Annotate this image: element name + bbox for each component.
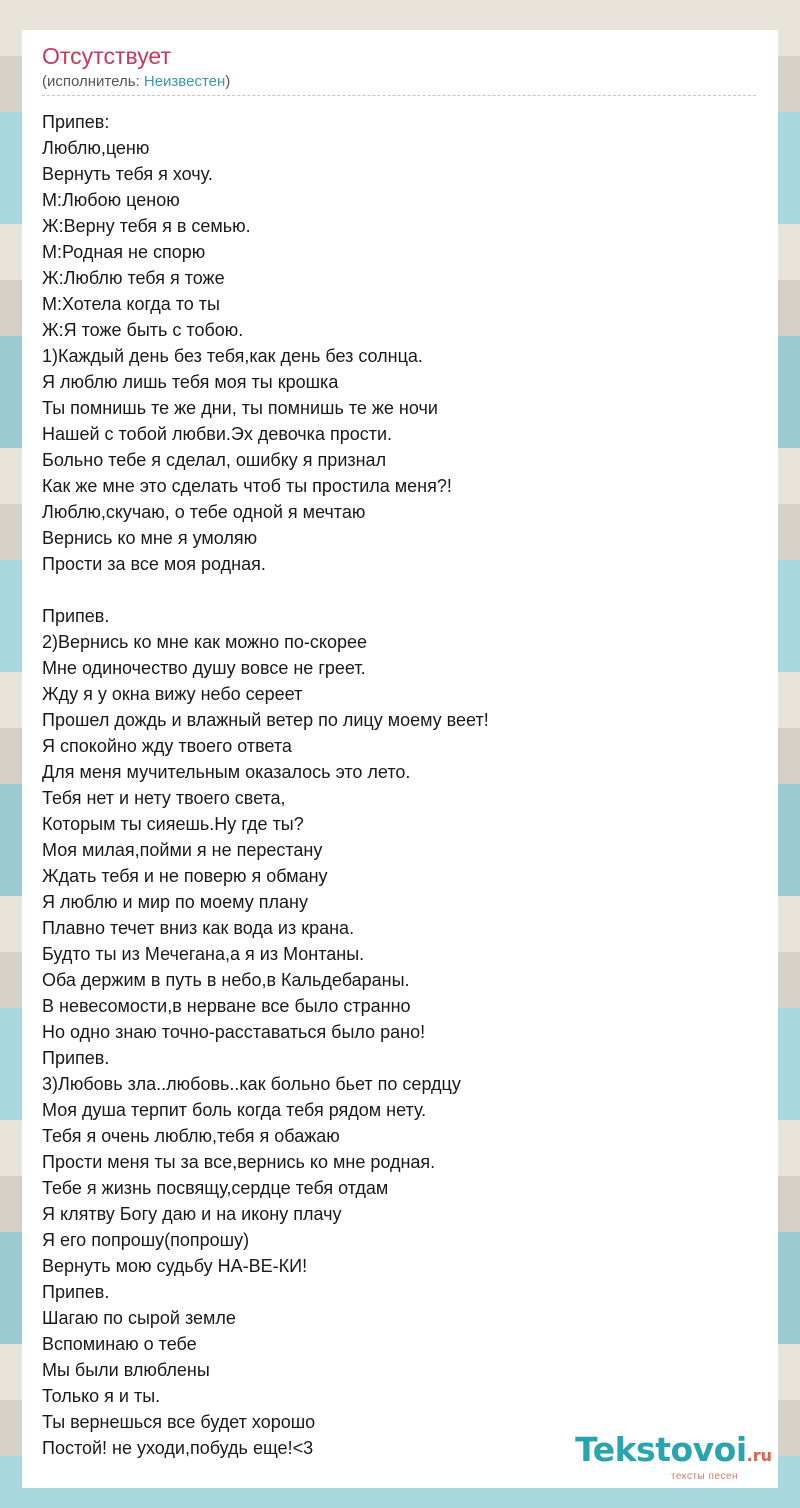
lyric-line: Тебе я жизнь посвящу,сердце тебя отдам xyxy=(42,1178,389,1198)
lyric-line: Тебя нет и нету твоего света, xyxy=(42,788,286,808)
lyric-line: Припев. xyxy=(42,1048,110,1068)
lyric-line: 3)Любовь зла..любовь..как больно бьет по сердцу xyxy=(42,1074,461,1094)
lyric-line: Ты помнишь те же дни, ты помнишь те же ночи xyxy=(42,398,438,418)
song-title: Отсутствует xyxy=(42,43,171,69)
lyric-line: Припев. xyxy=(42,606,110,626)
logo-tagline: тексты песен xyxy=(670,1471,738,1482)
lyric-line: Для меня мучительным оказалось это лето. xyxy=(42,762,411,782)
lyric-line: Но одно знаю точно-расставаться было рано! xyxy=(42,1022,426,1042)
lyric-line: М:Родная не спорю xyxy=(42,242,206,262)
lyric-line: Как же мне это сделать чтоб ты простила меня?! xyxy=(42,476,452,496)
lyric-line: Тебя я очень люблю,тебя я обажаю xyxy=(42,1126,340,1146)
site-logo[interactable] xyxy=(575,1432,772,1482)
lyric-line: Я люблю и мир по моему плану xyxy=(42,892,308,912)
lyric-line: Припев: xyxy=(42,112,110,132)
lyric-line: Мне одиночество душу вовсе не греет. xyxy=(42,658,366,678)
lyric-line: Ж:Верну тебя я в семью. xyxy=(42,216,251,236)
lyric-line: Моя милая,пойми я не перестану xyxy=(42,840,323,860)
lyric-line: Больно тебе я сделал, ошибку я признал xyxy=(42,450,387,470)
lyric-line: Которым ты сияешь.Ну где ты? xyxy=(42,814,304,834)
lyric-line: Ж:Я тоже быть с тобою. xyxy=(42,320,244,340)
lyric-line: Моя душа терпит боль когда тебя рядом нету. xyxy=(42,1100,427,1120)
lyric-line: Вернись ко мне я умоляю xyxy=(42,528,258,548)
lyric-line: Прошел дождь и влажный ветер по лицу моему веет! xyxy=(42,710,489,730)
lyric-line: Ж:Люблю тебя я тоже xyxy=(42,268,225,288)
lyric-line: Постой! не уходи,побудь еще!<3 xyxy=(42,1438,314,1458)
logo-wordmark xyxy=(575,1432,772,1474)
lyric-line: Будто ты из Мечегана,а я из Монтаны. xyxy=(42,944,365,964)
artist-suffix: ) xyxy=(225,73,231,90)
lyric-line: Только я и ты. xyxy=(42,1386,161,1406)
lyric-line: Вспоминаю о тебе xyxy=(42,1334,197,1354)
lyric-line: Я спокойно жду твоего ответа xyxy=(42,736,292,756)
lyric-line: Я клятву Богу даю и на икону плачу xyxy=(42,1204,342,1224)
lyric-line: Оба держим в путь в небо,в Кальдебараны. xyxy=(42,970,410,990)
lyric-line: Вернуть мою судьбу НА-ВЕ-КИ! xyxy=(42,1256,308,1276)
artist-prefix: (исполнитель: xyxy=(42,73,144,90)
artist-link[interactable]: Неизвестен xyxy=(143,73,226,90)
lyric-line: 1)Каждый день без тебя,как день без солнца. xyxy=(42,346,423,366)
lyric-line: Люблю,скучаю, о тебе одной я мечтаю xyxy=(42,502,366,522)
lyric-line: Плавно течет вниз как вода из крана. xyxy=(42,918,355,938)
lyric-line: Люблю,ценю xyxy=(42,138,150,158)
lyric-line: Вернуть тебя я хочу. xyxy=(42,164,213,184)
logo-name: Tekstovoi xyxy=(575,1430,747,1469)
lyric-line: Я его попрошу(попрошу) xyxy=(42,1230,250,1250)
lyric-line: Жду я у окна вижу небо сереет xyxy=(42,684,303,704)
lyric-line: М:Хотела когда то ты xyxy=(42,294,220,314)
lyric-line: Нашей с тобой любви.Эх девочка прости. xyxy=(42,424,393,444)
lyrics-card xyxy=(22,30,778,1488)
lyric-line: Ждать тебя и не поверю я обману xyxy=(42,866,328,886)
lyric-line: Прости за все моя родная. xyxy=(42,554,266,574)
lyric-line: Я люблю лишь тебя моя ты крошка xyxy=(42,372,339,392)
lyrics-text xyxy=(42,109,758,1461)
lyric-line: Ты вернешься все будет хорошо xyxy=(42,1412,316,1432)
lyric-line: Прости меня ты за все,вернись ко мне родная. xyxy=(42,1152,436,1172)
title-divider xyxy=(42,95,756,96)
artist-line xyxy=(42,72,758,92)
lyric-line: 2)Вернись ко мне как можно по-скорее xyxy=(42,632,368,652)
logo-tld: .ru xyxy=(746,1446,772,1465)
lyric-line: В невесомости,в нерване все было странно xyxy=(42,996,411,1016)
lyric-line xyxy=(42,577,758,603)
lyric-line: Шагаю по сырой земле xyxy=(42,1308,236,1328)
lyric-line: Мы были влюблены xyxy=(42,1360,210,1380)
lyric-line: М:Любою ценою xyxy=(42,190,180,210)
lyric-line: Припев. xyxy=(42,1282,110,1302)
